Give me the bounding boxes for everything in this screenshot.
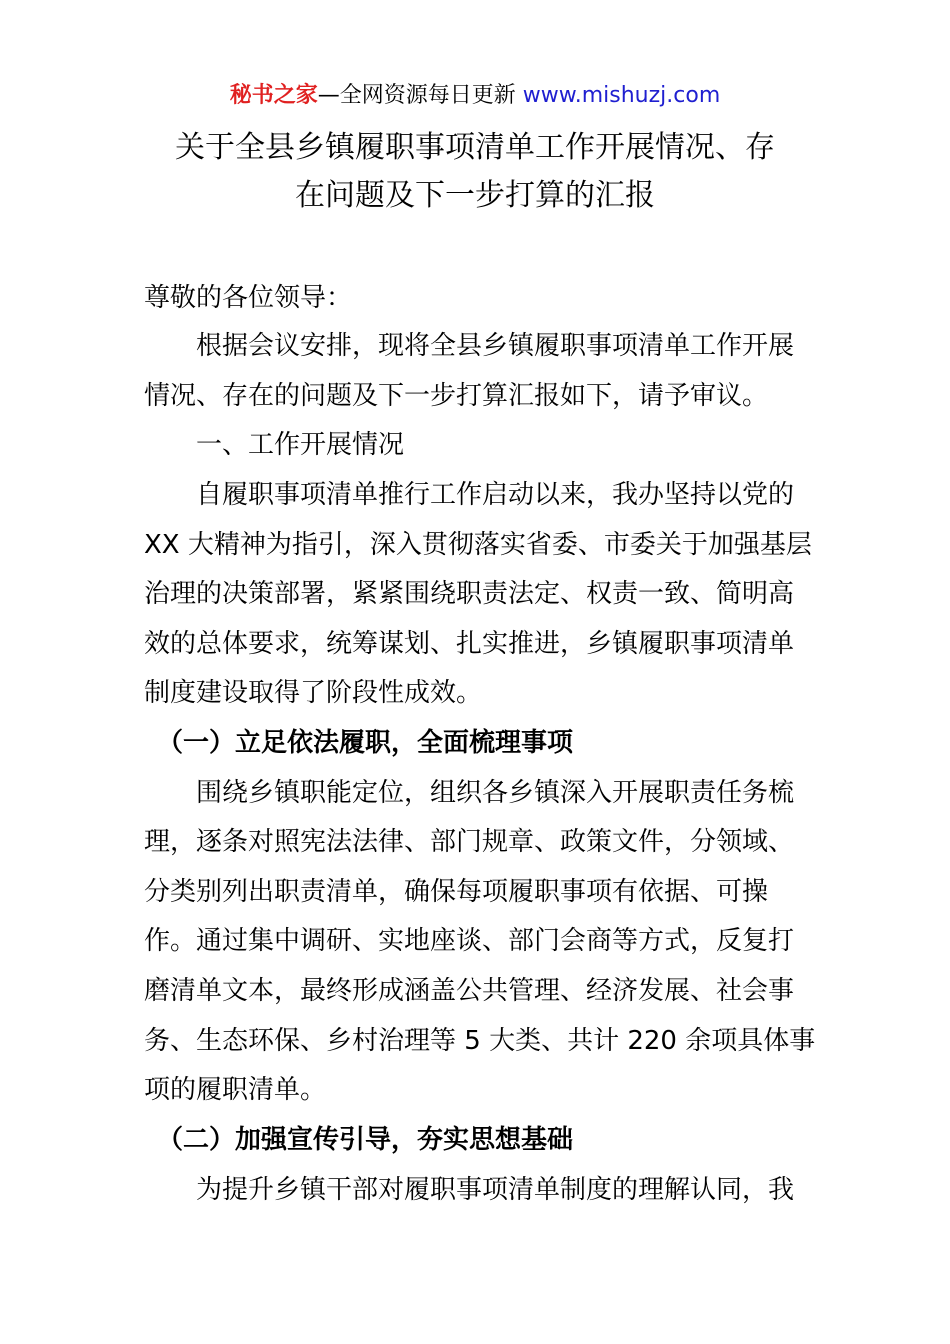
paragraph-line: 根据会议安排，现将全县乡镇履职事项清单工作开展 — [144, 331, 795, 361]
site-brand: 秘书之家 — [229, 83, 318, 108]
subsection-heading: （一）立足依法履职，全面梳理事项 — [144, 728, 574, 758]
paragraph-line: 项的履职清单。 — [144, 1075, 327, 1105]
paragraph-line: XX 大精神为指引，深入贯彻落实省委、市委关于加强基层 — [144, 530, 812, 560]
paragraph-line: 自履职事项清单推行工作启动以来，我办坚持以党的 — [144, 480, 795, 510]
paragraph-line: 理，逐条对照宪法法律、部门规章、政策文件，分领域、 — [144, 827, 795, 857]
document-title-line-2: 在问题及下一步打算的汇报 — [295, 178, 655, 213]
paragraph-line: 围绕乡镇职能定位，组织各乡镇深入开展职责任务梳 — [144, 778, 795, 808]
site-url-link[interactable]: www.mishuzj.com — [522, 83, 721, 108]
site-header — [0, 80, 950, 112]
paragraph-line: 分类别列出职责清单，确保每项履职事项有依据、可操 — [144, 877, 769, 907]
paragraph-line: 制度建设取得了阶段性成效。 — [144, 678, 483, 708]
paragraph-line: 磨清单文本，最终形成涵盖公共管理、经济发展、社会事 — [144, 976, 795, 1006]
paragraph-line: 治理的决策部署，紧紧围绕职责法定、权责一致、简明高 — [144, 579, 795, 609]
paragraph-line: 为提升乡镇干部对履职事项清单制度的理解认同，我 — [144, 1175, 795, 1205]
subsection-heading: （二）加强宣传引导，夯实思想基础 — [144, 1125, 574, 1155]
paragraph-line: 作。通过集中调研、实地座谈、部门会商等方式，反复打 — [144, 926, 795, 956]
paragraph-line: 情况、存在的问题及下一步打算汇报如下，请予审议。 — [144, 381, 769, 411]
paragraph-line: 效的总体要求，统筹谋划、扎实推进，乡镇履职事项清单 — [144, 629, 795, 659]
salutation: 尊敬的各位领导： — [144, 283, 353, 313]
site-tagline: —全网资源每日更新 — [317, 83, 523, 108]
document-title-line-1: 关于全县乡镇履职事项清单工作开展情况、存 — [175, 130, 775, 165]
paragraph-line: 务、生态环保、乡村治理等 5 大类、共计 220 余项具体事 — [144, 1026, 816, 1056]
section-heading: 一、工作开展情况 — [144, 430, 405, 460]
